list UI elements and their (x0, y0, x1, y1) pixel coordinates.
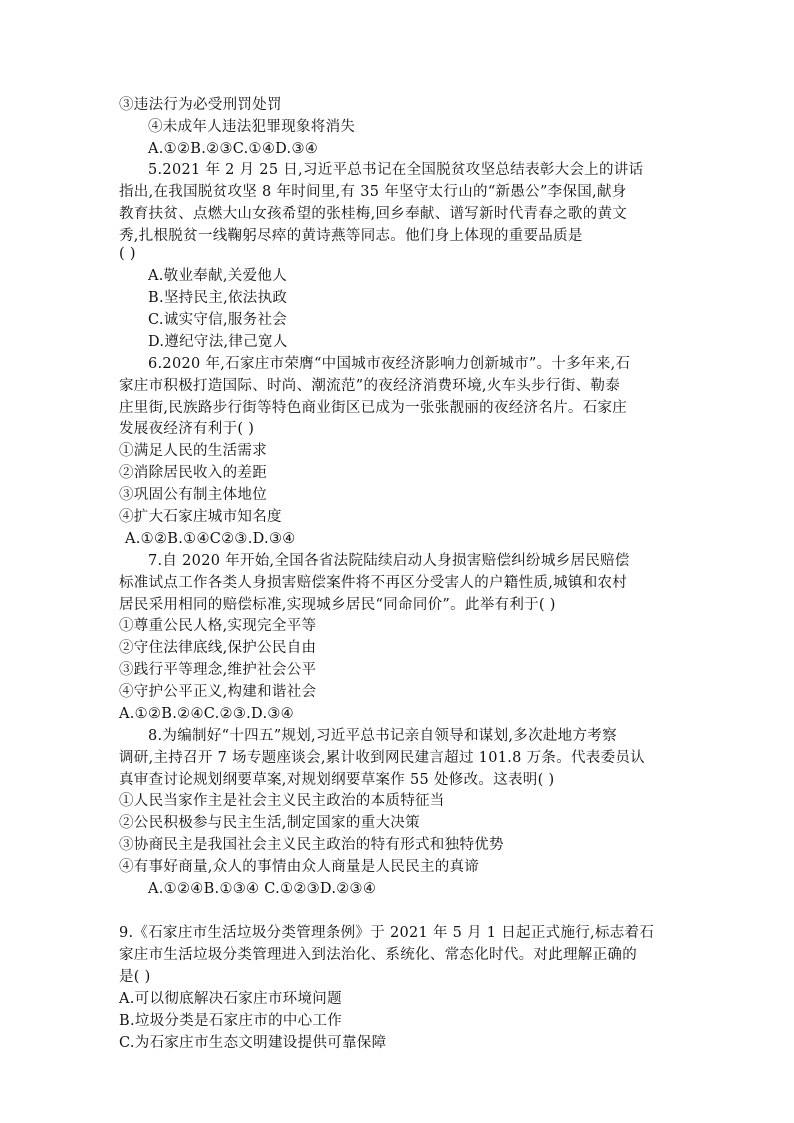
q6-stem-line-1: 6.2020 年,石家庄市荣膺“中国城市夜经济影响力创新城市”。十多年来,石 (148, 356, 631, 372)
q7-option-3: ③践行平等理念,维护社会公平 (119, 662, 317, 678)
q8-stem-line-3: 真审查讨论规划纲要草案,对规划纲要草案作 55 处修改。这表明( ) (119, 772, 555, 788)
q5-stem-line-4: 秀,扎根脱贫一线鞠躬尽瘁的黄诗燕等同志。他们身上体现的重要品质是 (119, 228, 583, 244)
q7-stem-line-3: 居民采用相同的赔偿标准,实现城乡居民“同命同价”。此举有利于( ) (119, 597, 556, 613)
q6-answer-choices: A.①②B.①④C②③.D.③④ (125, 531, 296, 547)
q8-option-1: ①人民当家作主是社会主义民主政治的本质特征当 (119, 793, 445, 809)
q7-answer-choices: A.①②B.②④C.②③.D.③④ (119, 706, 294, 722)
q6-option-3: ③巩固公有制主体地位 (119, 487, 267, 503)
q5-stem-line-3: 教育扶贫、点燃大山女孩希望的张桂梅,回乡奉献、谱写新时代青春之歌的黄文 (119, 206, 628, 222)
q7-stem-line-2: 标准试点工作各类人身损害赔偿案件将不再区分受害人的户籍性质,城镇和农村 (119, 575, 628, 591)
q9-stem-line-3: 是( ) (119, 969, 151, 985)
q9-option-c: C.为石家庄市生态文明建设提供可靠保障 (119, 1035, 387, 1051)
q6-stem-line-4: 发展夜经济有利于( ) (119, 421, 255, 437)
q6-stem-line-2: 家庄市积极打造国际、时尚、潮流范”的夜经济消费环境,火车头步行街、勒泰 (119, 378, 621, 394)
q9-stem-line-2: 家庄市生活垃圾分类管理进入到法治化、系统化、常态化时代。对此理解正确的 (119, 947, 637, 963)
q6-option-4: ④扩大石家庄城市知名度 (119, 509, 282, 525)
q8-stem-line-2: 调研,主持召开 7 场专题座谈会,累计收到网民建言超过 101.8 万条。代表委员认 (119, 750, 645, 766)
q5-option-b: B.坚持民主,依法执政 (148, 290, 288, 306)
q8-answer-choices: A.①②④B.①③④ C.①②③D.②③④ (148, 881, 377, 897)
q4-option-3: ③违法行为必受刑罚处罚 (119, 97, 282, 113)
q6-option-2: ②消除居民收入的差距 (119, 465, 267, 481)
q5-answer-blank: ( ) (119, 246, 136, 262)
q9-option-a: A.可以彻底解决石家庄市环境问题 (119, 991, 342, 1007)
q9-option-b: B.垃圾分类是石家庄市的中心工作 (119, 1013, 343, 1029)
q9-stem-line-1: 9.《石家庄市生活垃圾分类管理条例》于 2021 年 5 月 1 日起正式施行,标志着石 (119, 925, 655, 941)
q5-option-a: A.敬业奉献,关爱他人 (148, 268, 287, 284)
q5-option-c: C.诚实守信,服务社会 (148, 312, 288, 328)
q5-stem-line-2: 指出,在我国脱贫攻坚 8 年时间里,有 35 年坚守太行山的“新愚公”李保国,献身 (119, 184, 627, 200)
q8-stem-line-1: 8.为编制好“十四五”规划,习近平总书记亲自领导和谋划,多次赴地方考察 (148, 728, 617, 744)
q7-stem-line-1: 7.自 2020 年开始,全国各省法院陆续启动人身损害赔偿纠纷城乡居民赔偿 (148, 553, 630, 569)
q7-option-1: ①尊重公民人格,实现完全平等 (119, 618, 317, 634)
q8-option-2: ②公民积极参与民主生活,制定国家的重大决策 (119, 815, 420, 831)
q8-option-4: ④有事好商量,众人的事情由众人商量是人民民主的真谛 (119, 859, 480, 875)
q7-option-2: ②守住法律底线,保护公民自由 (119, 640, 317, 656)
q6-stem-line-3: 庄里街,民族路步行街等特色商业街区已成为一张张靓丽的夜经济名片。石家庄 (119, 400, 628, 416)
q4-answer-choices: A.①②B.②③C.①④D.③④ (148, 141, 319, 157)
q6-option-1: ①满足人民的生活需求 (119, 443, 267, 459)
q5-stem-line-1: 5.2021 年 2 月 25 日,习近平总书记在全国脱贫攻坚总结表彰大会上的讲话 (148, 162, 644, 178)
q5-option-d: D.遵纪守法,律己宽人 (148, 334, 288, 350)
q7-option-4: ④守护公平正义,构建和谐社会 (119, 684, 317, 700)
q8-option-3: ③协商民主是我国社会主义民主政治的特有形式和独特优势 (119, 837, 504, 853)
q4-option-4: ④未成年人违法犯罪现象将消失 (148, 119, 356, 135)
